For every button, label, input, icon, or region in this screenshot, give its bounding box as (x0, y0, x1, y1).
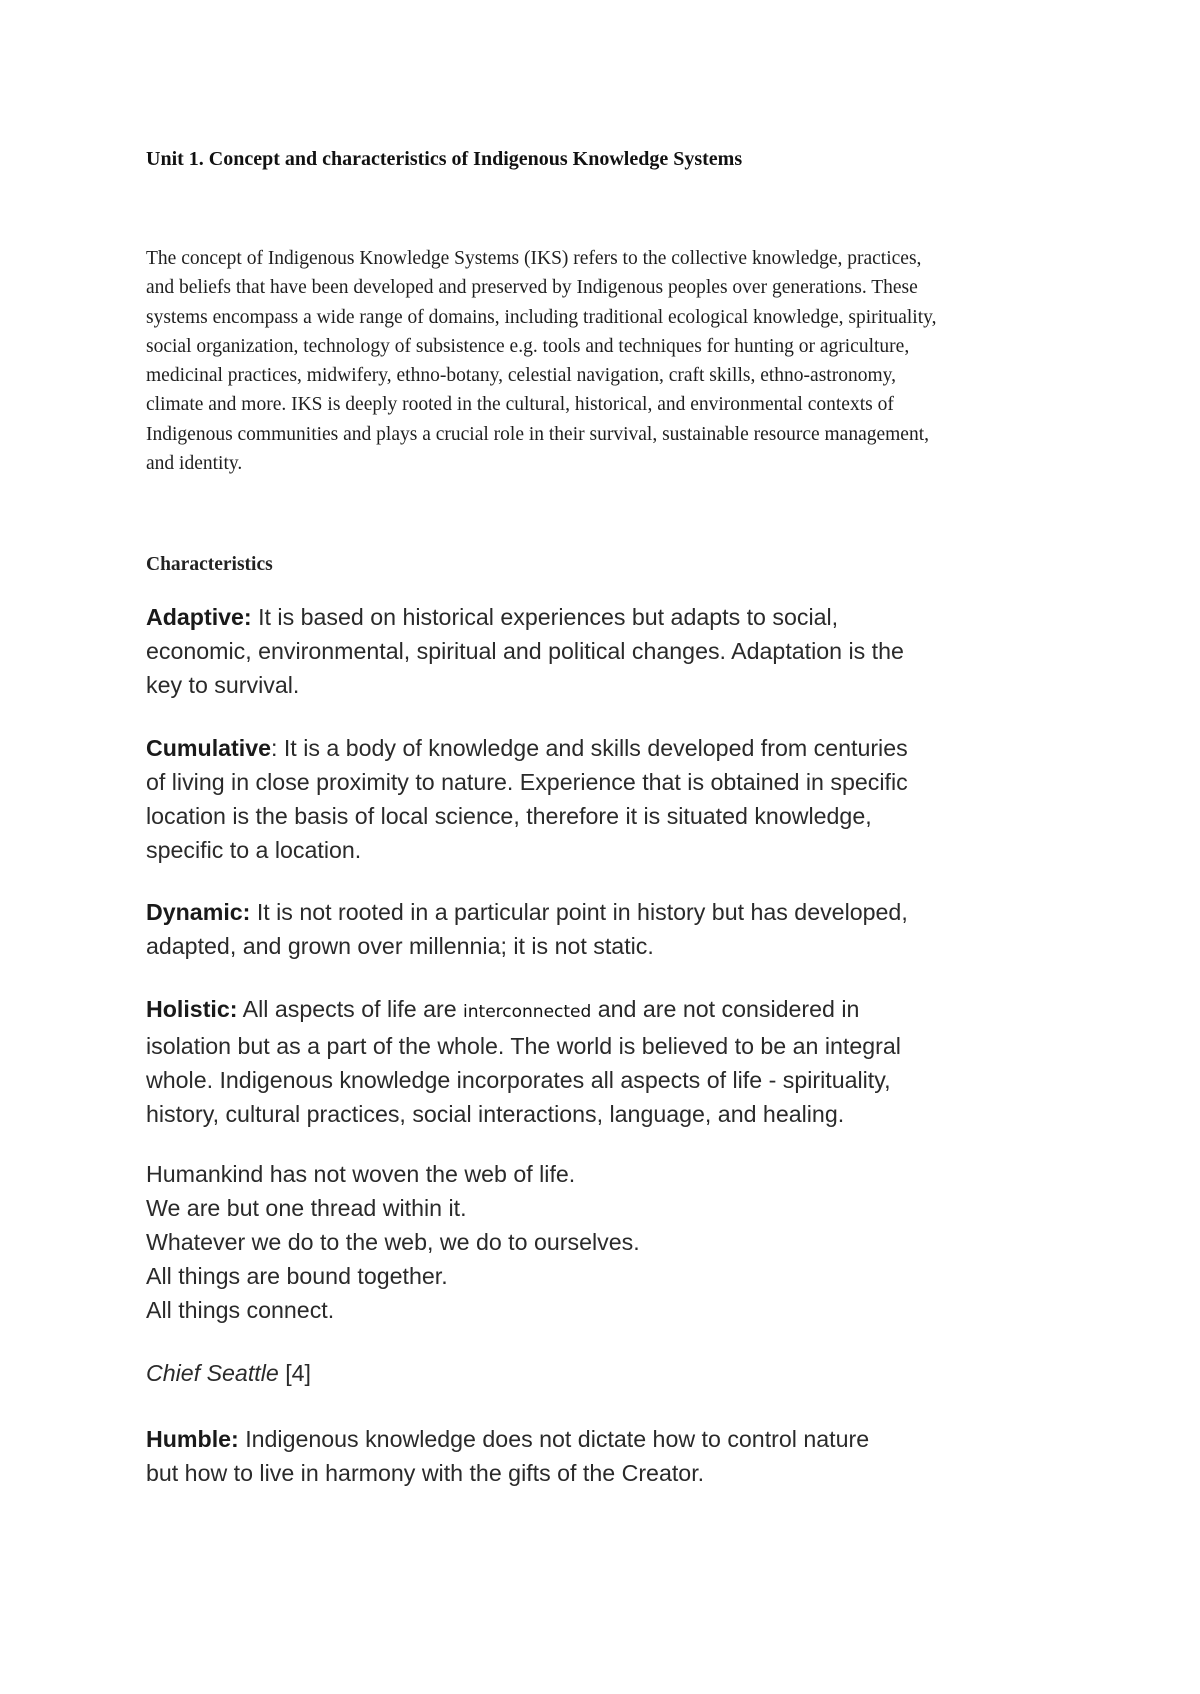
paragraph-line: key to survival. (146, 672, 300, 698)
dynamic-term: Dynamic: (146, 899, 251, 925)
paragraph-text: and are not considered in (591, 996, 860, 1022)
paragraph-line: but how to live in harmony with the gifts of the Creator. (146, 1460, 705, 1486)
intro-line: climate and more. IKS is deeply rooted in the cultural, historical, and environmental contexts of (146, 394, 894, 416)
humble-paragraph (146, 1422, 1076, 1490)
paragraph-line: of living in close proximity to nature. Experience that is obtained in specific (146, 769, 908, 795)
dynamic-paragraph (146, 895, 1076, 963)
paragraph-text: All aspects of life are (237, 996, 464, 1022)
quote-line: Humankind has not woven the web of life. (146, 1161, 576, 1187)
quote-block (146, 1157, 1076, 1327)
quote-line: All things are bound together. (146, 1263, 448, 1289)
cumulative-term: Cumulative (146, 735, 271, 761)
intro-line: systems encompass a wide range of domains, including traditional ecological knowledge, spirituality, (146, 306, 937, 328)
paragraph-line: history, cultural practices, social interactions, language, and healing. (146, 1101, 845, 1127)
paragraph-line (146, 600, 1076, 634)
attribution-line (146, 1356, 1076, 1390)
paragraph-line (146, 895, 1076, 929)
intro-line: Indigenous communities and plays a crucial role in their survival, sustainable resource management, (146, 423, 930, 445)
paragraph-line: adapted, and grown over millennia; it is not static. (146, 933, 654, 959)
paragraph-line: specific to a location. (146, 837, 362, 863)
paragraph-line (146, 1422, 1076, 1456)
quote-line: We are but one thread within it. (146, 1195, 467, 1221)
paragraph-text: It is not rooted in a particular point in history but has developed, (250, 899, 908, 925)
unit-title: Unit 1. Concept and characteristics of Indigenous Knowledge Systems (146, 148, 743, 170)
humble-term: Humble: (146, 1426, 239, 1452)
paragraph-text: It is based on historical experiences but adapts to social, (251, 604, 839, 630)
intro-line: social organization, technology of subsistence e.g. tools and techniques for hunting or agriculture, (146, 335, 910, 357)
intro-line: and beliefs that have been developed and preserved by Indigenous peoples over generations. These (146, 277, 918, 299)
paragraph-line (146, 992, 1076, 1029)
paragraph-line: location is the basis of local science, therefore it is situated knowledge, (146, 803, 872, 829)
paragraph-text: : It is a body of knowledge and skills developed from centuries (270, 735, 908, 761)
paragraph-line (146, 731, 1076, 765)
adaptive-term: Adaptive: (146, 604, 252, 630)
quote-attribution (146, 1356, 1076, 1390)
holistic-paragraph (146, 992, 1076, 1131)
holistic-term: Holistic: (146, 996, 238, 1022)
attribution-ref: [4] (278, 1360, 311, 1386)
quote-line: Whatever we do to the web, we do to ourselves. (146, 1229, 640, 1255)
interconnected-text: interconnected (463, 1002, 592, 1022)
intro-paragraph (146, 244, 1076, 478)
characteristics-heading: Characteristics (146, 554, 273, 575)
quote-line: All things connect. (146, 1297, 335, 1323)
attribution-name: Chief Seattle (146, 1360, 279, 1386)
intro-line: medicinal practices, midwifery, ethno-botany, celestial navigation, craft skills, ethno-astronomy, (146, 365, 896, 387)
intro-line: and identity. (146, 453, 243, 475)
intro-line: The concept of Indigenous Knowledge Systems (IKS) refers to the collective knowledge, practices, (146, 248, 922, 269)
paragraph-line: whole. Indigenous knowledge incorporates all aspects of life - spirituality, (146, 1067, 891, 1093)
paragraph-line: economic, environmental, spiritual and political changes. Adaptation is the (146, 638, 904, 664)
adaptive-paragraph (146, 600, 1076, 702)
cumulative-paragraph (146, 731, 1076, 867)
paragraph-text: Indigenous knowledge does not dictate how to control nature (238, 1426, 870, 1452)
paragraph-line: isolation but as a part of the whole. The world is believed to be an integral (146, 1033, 901, 1059)
